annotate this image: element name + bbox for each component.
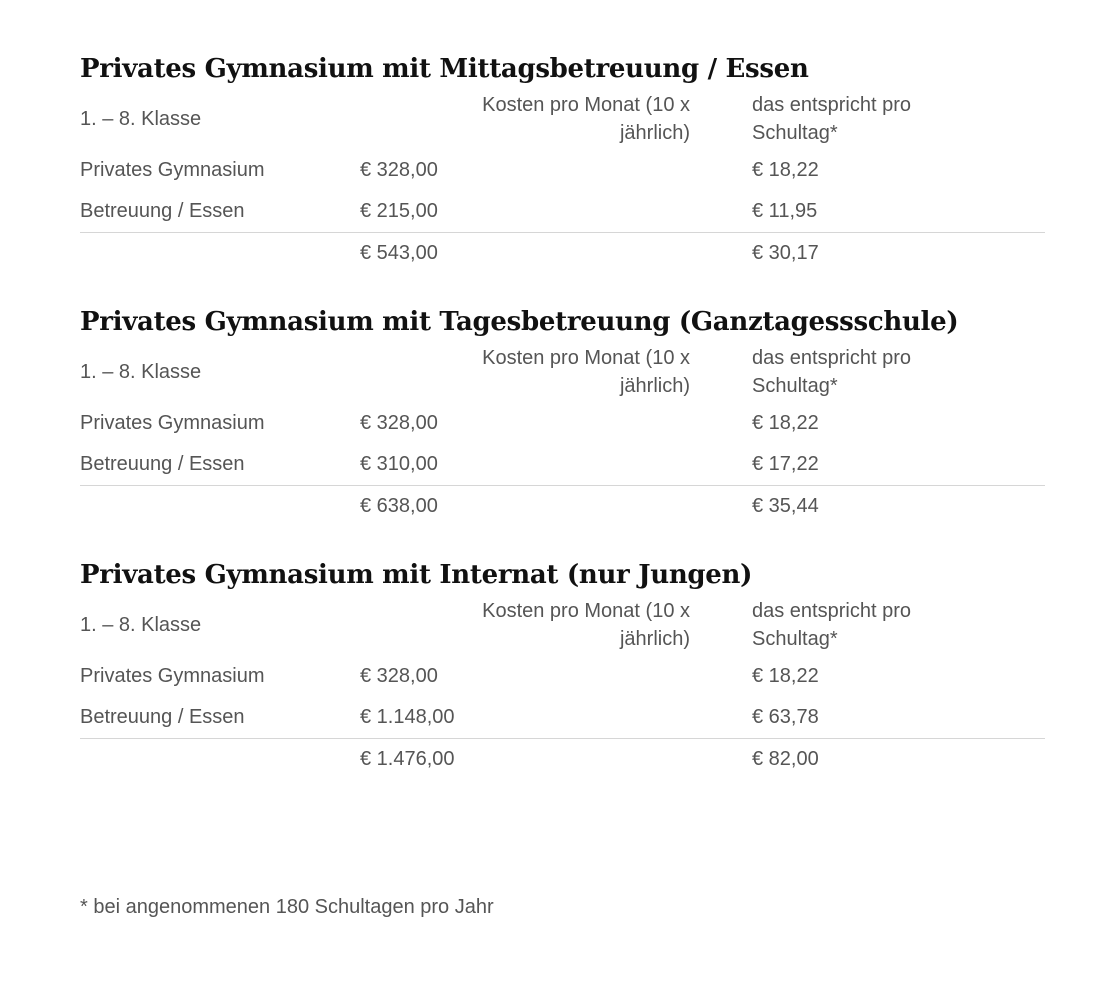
row-monthly-cost: € 328,00 [360, 159, 438, 181]
table-row [80, 150, 1045, 191]
table-total-row [80, 739, 1045, 780]
row-per-day: € 18,22 [752, 665, 819, 687]
table-row [80, 656, 1045, 697]
total-label [80, 486, 360, 527]
row-per-day: € 17,22 [752, 453, 819, 475]
row-per-day: € 18,22 [752, 412, 819, 434]
total-per-day: € 82,00 [690, 739, 1045, 780]
header-monthly-cost: Kosten pro Monat (10 x jährlich) [482, 600, 690, 650]
row-label: Privates Gymnasium [80, 665, 265, 687]
row-per-day: € 63,78 [752, 706, 819, 728]
row-label: Betreuung / Essen [80, 706, 245, 728]
total-label [80, 739, 360, 780]
table-total-row [80, 233, 1045, 274]
page-content [80, 50, 1045, 779]
total-monthly-cost: € 1.476,00 [360, 739, 690, 780]
grade-label: 1. – 8. Klasse [80, 107, 202, 130]
table-row [80, 697, 1045, 739]
row-label: Betreuung / Essen [80, 200, 245, 222]
row-label: Betreuung / Essen [80, 453, 245, 475]
row-monthly-cost: € 328,00 [360, 665, 438, 687]
total-per-day: € 35,44 [690, 486, 1045, 527]
row-label: Privates Gymnasium [80, 412, 265, 434]
section-mittagsbetreuung [80, 50, 1045, 273]
row-label: Privates Gymnasium [80, 159, 265, 181]
total-per-day: € 30,17 [690, 233, 1045, 274]
header-per-day: das entspricht pro Schultag* [752, 94, 911, 144]
table-header-row [80, 341, 1045, 403]
row-monthly-cost: € 1.148,00 [360, 706, 455, 728]
cost-table [80, 594, 1045, 779]
table-row [80, 403, 1045, 444]
cost-table [80, 88, 1045, 273]
footnote: * bei angenommenen 180 Schultagen pro Jahr [80, 896, 494, 918]
section-internat [80, 556, 1045, 779]
table-row [80, 444, 1045, 486]
grade-label: 1. – 8. Klasse [80, 360, 202, 383]
header-monthly-cost: Kosten pro Monat (10 x jährlich) [482, 94, 690, 144]
table-header-row [80, 594, 1045, 656]
row-monthly-cost: € 215,00 [360, 200, 438, 222]
row-monthly-cost: € 310,00 [360, 453, 438, 475]
total-label [80, 233, 360, 274]
header-per-day: das entspricht pro Schultag* [752, 600, 911, 650]
total-monthly-cost: € 638,00 [360, 486, 690, 527]
total-monthly-cost: € 543,00 [360, 233, 690, 274]
grade-label: 1. – 8. Klasse [80, 613, 202, 636]
row-per-day: € 18,22 [752, 159, 819, 181]
table-total-row [80, 486, 1045, 527]
table-header-row [80, 88, 1045, 150]
section-tagesbetreuung [80, 303, 1045, 526]
header-monthly-cost: Kosten pro Monat (10 x jährlich) [482, 347, 690, 397]
section-title: Privates Gymnasium mit Mittagsbetreuung / Essen [80, 54, 809, 84]
header-per-day: das entspricht pro Schultag* [752, 347, 911, 397]
cost-table [80, 341, 1045, 526]
row-monthly-cost: € 328,00 [360, 412, 438, 434]
section-title: Privates Gymnasium mit Tagesbetreuung (Ganztagessschule) [80, 307, 959, 337]
section-title: Privates Gymnasium mit Internat (nur Jungen) [80, 560, 753, 590]
table-row [80, 191, 1045, 233]
row-per-day: € 11,95 [752, 200, 818, 222]
